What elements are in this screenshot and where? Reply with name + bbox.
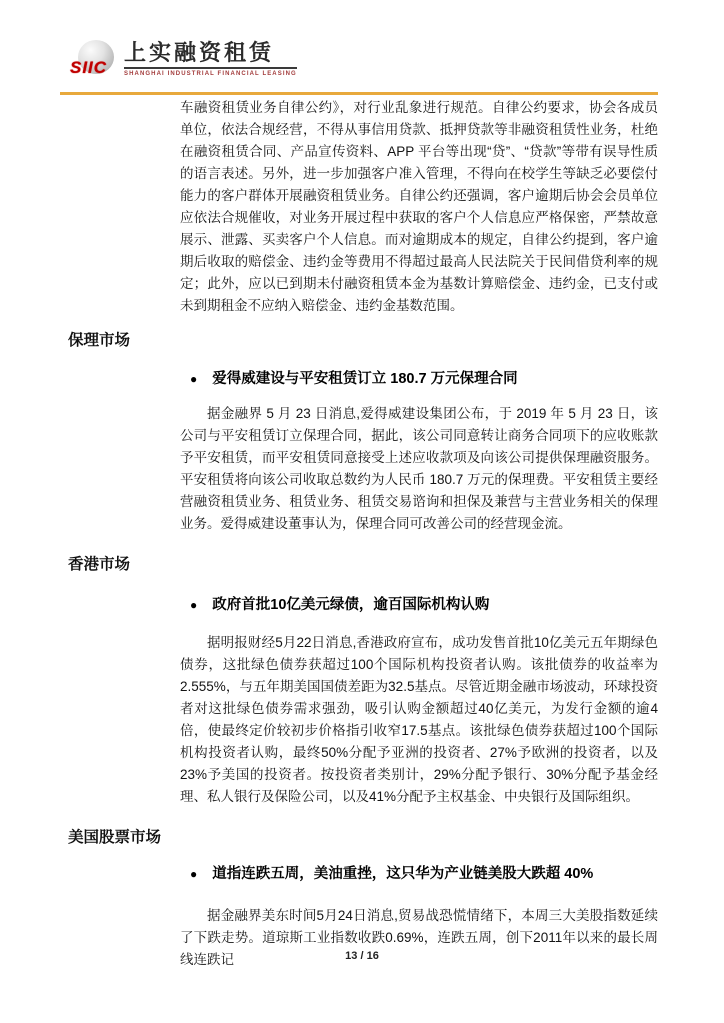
company-name-en: SHANGHAI INDUSTRIAL FINANCIAL LEASING: [124, 71, 297, 77]
bullet-item: [190, 865, 658, 884]
section-heading-us-stock-market: 美国股票市场: [68, 829, 162, 846]
bullet-icon: ●: [190, 867, 198, 881]
bullet-headline: 政府首批10亿美元绿债，逾百国际机构认购: [212, 597, 490, 613]
section-heading-hongkong-market: 香港市场: [68, 556, 131, 573]
page-content: [68, 97, 658, 971]
page-footer: [0, 946, 724, 964]
company-logo: [70, 40, 297, 80]
bullet-item: [190, 370, 658, 389]
bullet-icon: ●: [190, 598, 198, 612]
header-divider: [60, 92, 658, 95]
section-heading-factoring-market: 保理市场: [68, 332, 131, 349]
bullet-icon: ●: [190, 372, 198, 386]
company-name-cn: 上实融资租赁: [124, 40, 297, 69]
section-body: 据金融界美东时间5月24日消息,贸易战恐慌情绪下，本周三大美股指数延续了下跌走势。道琼斯工业指数收跌0.69%，连跌五周，创下2011年以来的最长周线连跌记: [180, 908, 658, 967]
logo-siic-text: SIIC: [70, 58, 108, 77]
intro-paragraph: 车融资租赁业务自律公约》，对行业乱象进行规范。自律公约要求，协会各成员单位，依法合规经营，不得从事信用贷款、抵押贷款等非融资租赁性业务，杜绝在融资租赁合同、产品宣传资料、APP 平台等出现“贷”、“贷款”等带有误导性质的语言表述。另外，进一步加强客户准入管理，不得向在校学生等缺乏必要偿付能力的客户群体开展融资租赁业务。自律公约还强调，客户逾期后协会会员单位应依法合规催收，对业务开展过程中获取的客户个人信息应严格保密，严禁故意展示、泄露、买卖客户个人信息。而对逾期成本的规定，自律公约提到，客户逾期后收取的赔偿金、违约金等费用不得超过最高人民法院关于民间借贷利率的规定；此外，应以已到期未付融资租赁本金为基数计算赔偿金、违约金，已支付或未到期租金不应纳入赔偿金、违约金基数范围。: [180, 100, 658, 313]
bullet-headline: 道指连跌五周，美油重挫，这只华为产业链美股大跌超 40%: [212, 866, 594, 882]
section-body: 据明报财经5月22日消息,香港政府宣布，成功发售首批10亿美元五年期绿色债券，这批绿色债券获超过100个国际机构投资者认购。该批债券的收益率为2.555%，与五年期美国国债差距为32.5基点。尽管近期金融市场波动，环球投资者对这批绿色债券需求强劲，吸引认购金额超过40亿美元，为发行金额的逾4倍，使最终定价较初步价格指引收窄17.5基点。该批绿色债券获超过100个国际机构投资者认购，最终50%分配予亚洲的投资者、27%予欧洲的投资者，以及23%予美国的投资者。按投资者类别计，29%分配予银行、30%分配予基金经理、私人银行及保险公司，以及41%分配予主权基金、中央银行及国际组织。: [180, 635, 658, 804]
bullet-headline: 爱得威建设与平安租赁订立 180.7 万元保理合同: [212, 371, 518, 387]
section-body: 据金融界 5 月 23 日消息,爱得威建设集团公布，于 2019 年 5 月 23 日，该公司与平安租赁订立保理合同，据此，该公司同意转让商务合同项下的应收账款予平安租赁，而平安租赁同意接受上述应收款项及向该公司提供保理融资服务。平安租赁将向该公司收取总数约为人民币 180.7 万元的保理费。平安租赁主要经营融资租赁业务、租赁业务、租赁交易谘询和担保及兼营与主营业务相关的保理业务。爱得威建设董事认为，保理合同可改善公司的经营现金流。: [180, 406, 658, 531]
bullet-item: [190, 596, 658, 615]
page-number: 13 / 16: [345, 950, 379, 962]
logo-names: [124, 40, 297, 77]
logo-sphere-icon: [70, 40, 120, 80]
